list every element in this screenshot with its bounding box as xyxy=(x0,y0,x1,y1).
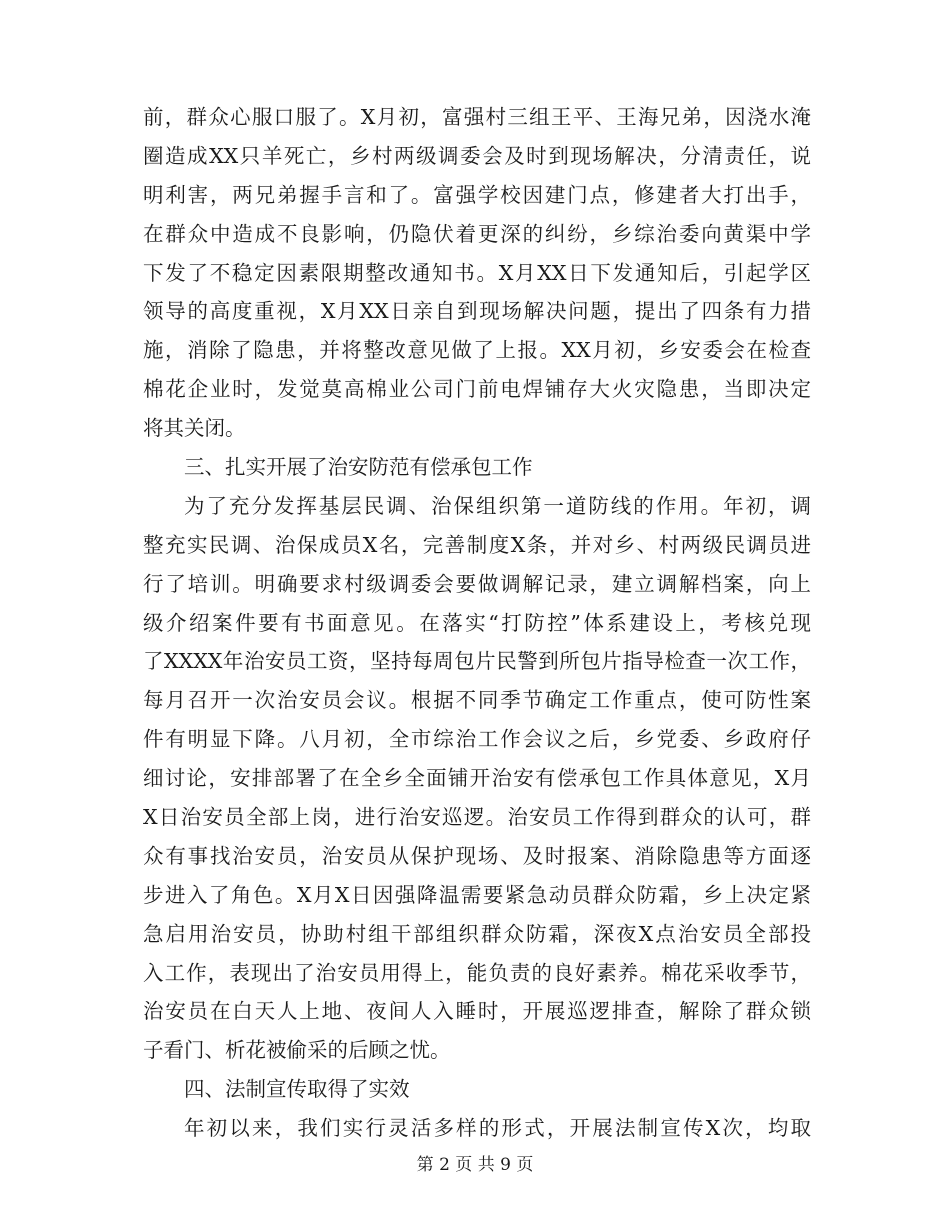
paragraph-line: 子看门、析花被偷采的后顾之忧。 xyxy=(143,1038,451,1063)
paragraph-line: 了XXXX年治安员工资，坚持每周包片民警到所包片指导检查一次工作， xyxy=(143,649,811,674)
paragraph-line: 明利害，两兄弟握手言和了。富强学校因建门点，修建者大打出手， xyxy=(143,182,811,207)
page-footer xyxy=(0,1150,950,1175)
paragraph-line: 下发了不稳定因素限期整改通知书。X月XX日下发通知后，引起学区 xyxy=(143,260,811,285)
page-number-label: 第 2 页 共 9 页 xyxy=(416,1155,534,1175)
document-body xyxy=(143,98,811,1148)
paragraph-line: 治安员在白天人上地、夜间人入睡时，开展巡逻排查，解除了群众锁 xyxy=(143,999,811,1024)
paragraph-line: 急启用治安员，协助村组干部组织群众防霜，深夜X点治安员全部投 xyxy=(143,921,811,946)
paragraph-line: 棉花企业时，发觉莫高棉业公司门前电焊铺存大火灾隐患，当即决定 xyxy=(143,377,811,402)
paragraph-line: 众有事找治安员，治安员从保护现场、及时报案、消除隐患等方面逐 xyxy=(143,843,811,868)
paragraph-line: 细讨论，安排部署了在全乡全面铺开治安有偿承包工作具体意见，X月 xyxy=(143,766,811,791)
section-heading: 三、扎实开展了治安防范有偿承包工作 xyxy=(184,455,533,480)
paragraph-line: 圈造成XX只羊死亡，乡村两级调委会及时到现场解决，分清责任，说 xyxy=(143,143,811,168)
paragraph-line: 为了充分发挥基层民调、治保组织第一道防线的作用。年初，调 xyxy=(184,493,811,518)
paragraph-line: 年初以来，我们实行灵活多样的形式，开展法制宣传X次，均取 xyxy=(184,1116,811,1141)
paragraph-line: 每月召开一次治安员会议。根据不同季节确定工作重点，使可防性案 xyxy=(143,688,811,713)
section-heading: 四、法制宣传取得了实效 xyxy=(184,1077,410,1102)
paragraph-line: 在群众中造成不良影响，仍隐伏着更深的纠纷，乡综治委向黄渠中学 xyxy=(143,221,811,246)
paragraph-line: 件有明显下降。八月初，全市综治工作会议之后，乡党委、乡政府仔 xyxy=(143,727,811,752)
paragraph-line: 整充实民调、治保成员X名，完善制度X条，并对乡、村两级民调员进 xyxy=(143,532,811,557)
paragraph-line: 步进入了角色。X月X日因强降温需要紧急动员群众防霜，乡上决定紧 xyxy=(143,882,811,907)
paragraph-line: X日治安员全部上岗，进行治安巡逻。治安员工作得到群众的认可，群 xyxy=(143,805,811,830)
paragraph-line: 行了培训。明确要求村级调委会要做调解记录，建立调解档案，向上 xyxy=(143,571,811,596)
paragraph-line: 入工作，表现出了治安员用得上，能负责的良好素养。棉花采收季节， xyxy=(143,960,811,985)
paragraph-line: 领导的高度重视，X月XX日亲自到现场解决问题，提出了四条有力措 xyxy=(143,299,811,324)
paragraph-line: 将其关闭。 xyxy=(143,416,246,441)
paragraph-line: 前，群众心服口服了。X月初，富强村三组王平、王海兄弟，因浇水淹 xyxy=(143,105,811,129)
paragraph-line: 级介绍案件要有书面意见。在落实“打防控”体系建设上，考核兑现 xyxy=(143,610,811,635)
paragraph-line: 施，消除了隐患，并将整改意见做了上报。XX月初，乡安委会在检查 xyxy=(143,338,811,363)
